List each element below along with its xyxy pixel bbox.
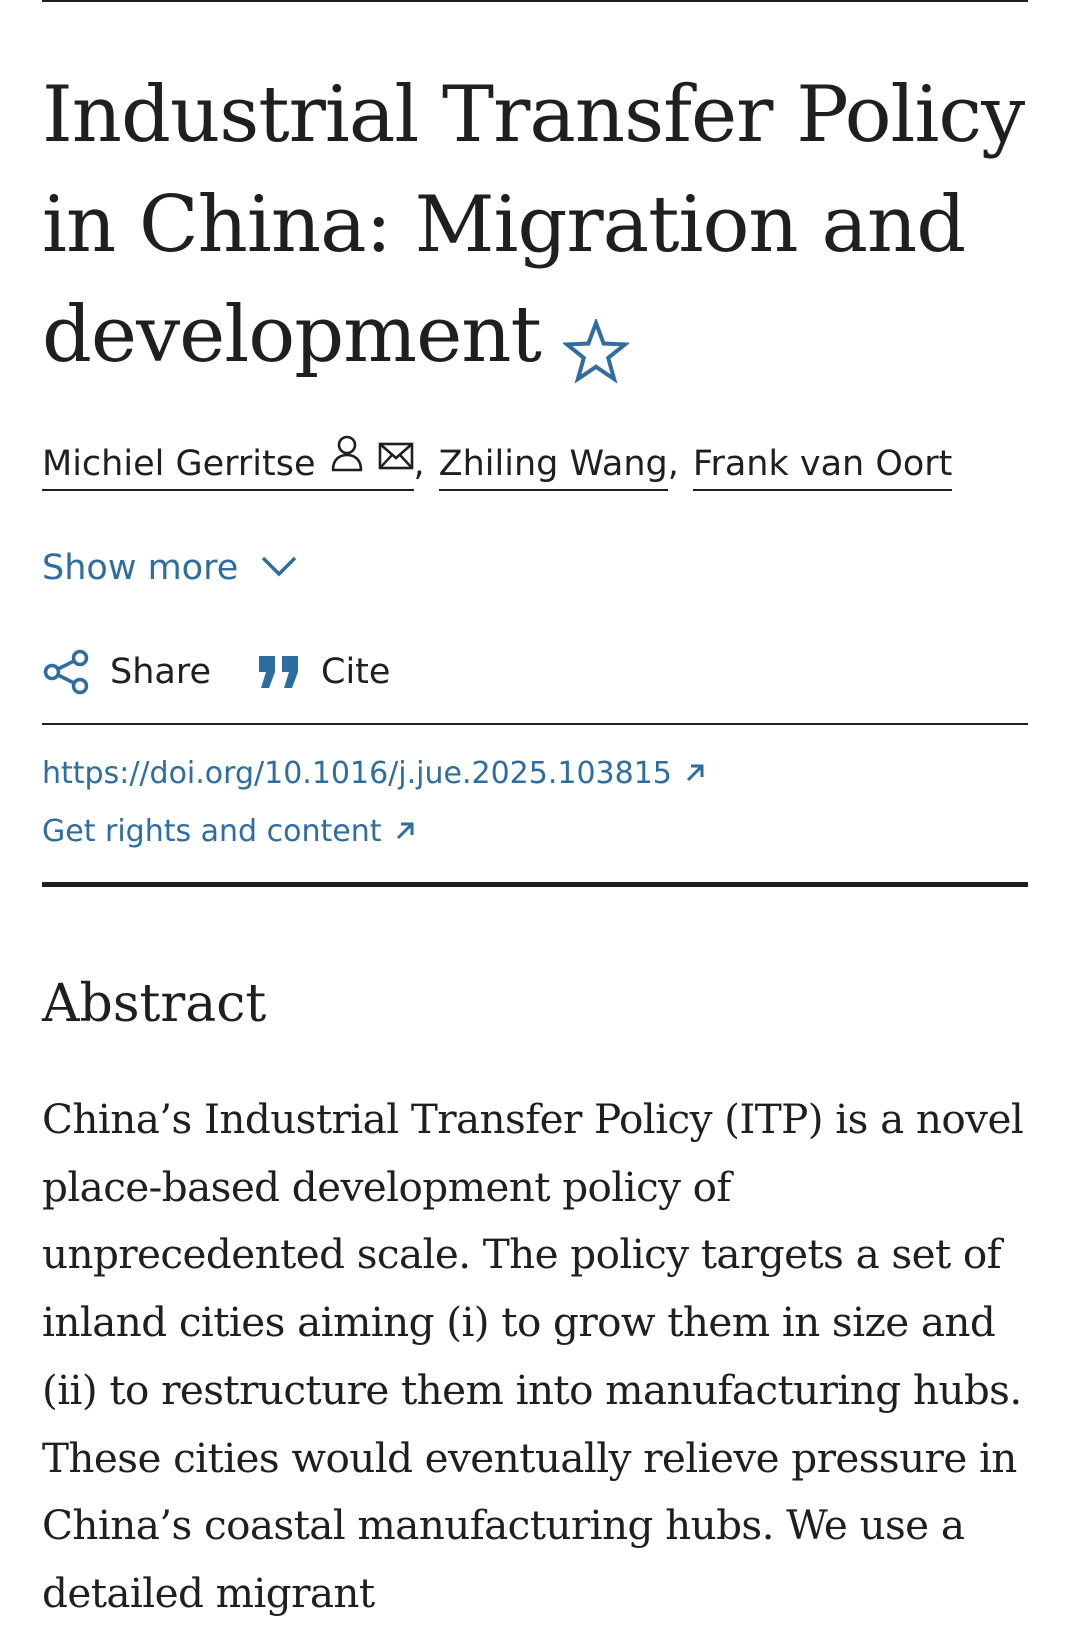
article-title xyxy=(42,60,1032,390)
doi-link[interactable] xyxy=(42,752,706,796)
external-link-icon xyxy=(684,762,706,784)
share-label: Share xyxy=(110,652,212,692)
rights-link-text: Get rights and content xyxy=(42,814,382,849)
doi-link-text: https://doi.org/10.1016/j.jue.2025.103815 xyxy=(42,756,672,791)
person-icon xyxy=(330,434,364,486)
author-name: Frank van Oort xyxy=(692,444,953,484)
author-separator: , xyxy=(413,444,425,484)
external-link-icon xyxy=(394,820,416,842)
author-list xyxy=(42,436,1042,492)
share-button[interactable] xyxy=(42,649,211,695)
author-name: Michiel Gerritse xyxy=(42,444,316,484)
show-more-label: Show more xyxy=(42,548,239,588)
author-link-gerritse[interactable] xyxy=(42,439,414,491)
article-actions xyxy=(42,644,436,700)
envelope-icon[interactable] xyxy=(378,435,414,485)
author-link-van-oort[interactable] xyxy=(693,439,953,491)
author-link-wang[interactable] xyxy=(439,439,668,491)
section-divider xyxy=(42,723,1028,725)
chevron-down-icon xyxy=(260,554,298,578)
abstract-text: China’s Industrial Transfer Policy (ITP) is a novel place-based development policy of unprecedented scale. The policy targets a set of inland cities aiming (i) to grow them in size and (ii) to restructure them into manufacturing hubs. These cities would eventually relieve pressure in China’s coastal manufacturing hubs. We use a detailed migrant xyxy=(42,1095,1024,1617)
share-icon xyxy=(42,649,90,695)
cite-label: Cite xyxy=(321,652,391,692)
header-bottom-divider xyxy=(42,882,1028,887)
cite-button[interactable] xyxy=(257,652,390,692)
article-title-text: Industrial Transfer Policy in China: Migration and development xyxy=(42,70,1025,380)
bookmark-star-icon[interactable] xyxy=(563,304,629,370)
show-more-button[interactable] xyxy=(42,540,298,596)
top-divider xyxy=(42,0,1028,2)
rights-link[interactable] xyxy=(42,810,416,854)
quote-icon xyxy=(257,654,301,690)
author-name: Zhiling Wang xyxy=(438,444,668,484)
abstract-heading: Abstract xyxy=(42,974,267,1034)
author-separator: , xyxy=(667,444,679,484)
